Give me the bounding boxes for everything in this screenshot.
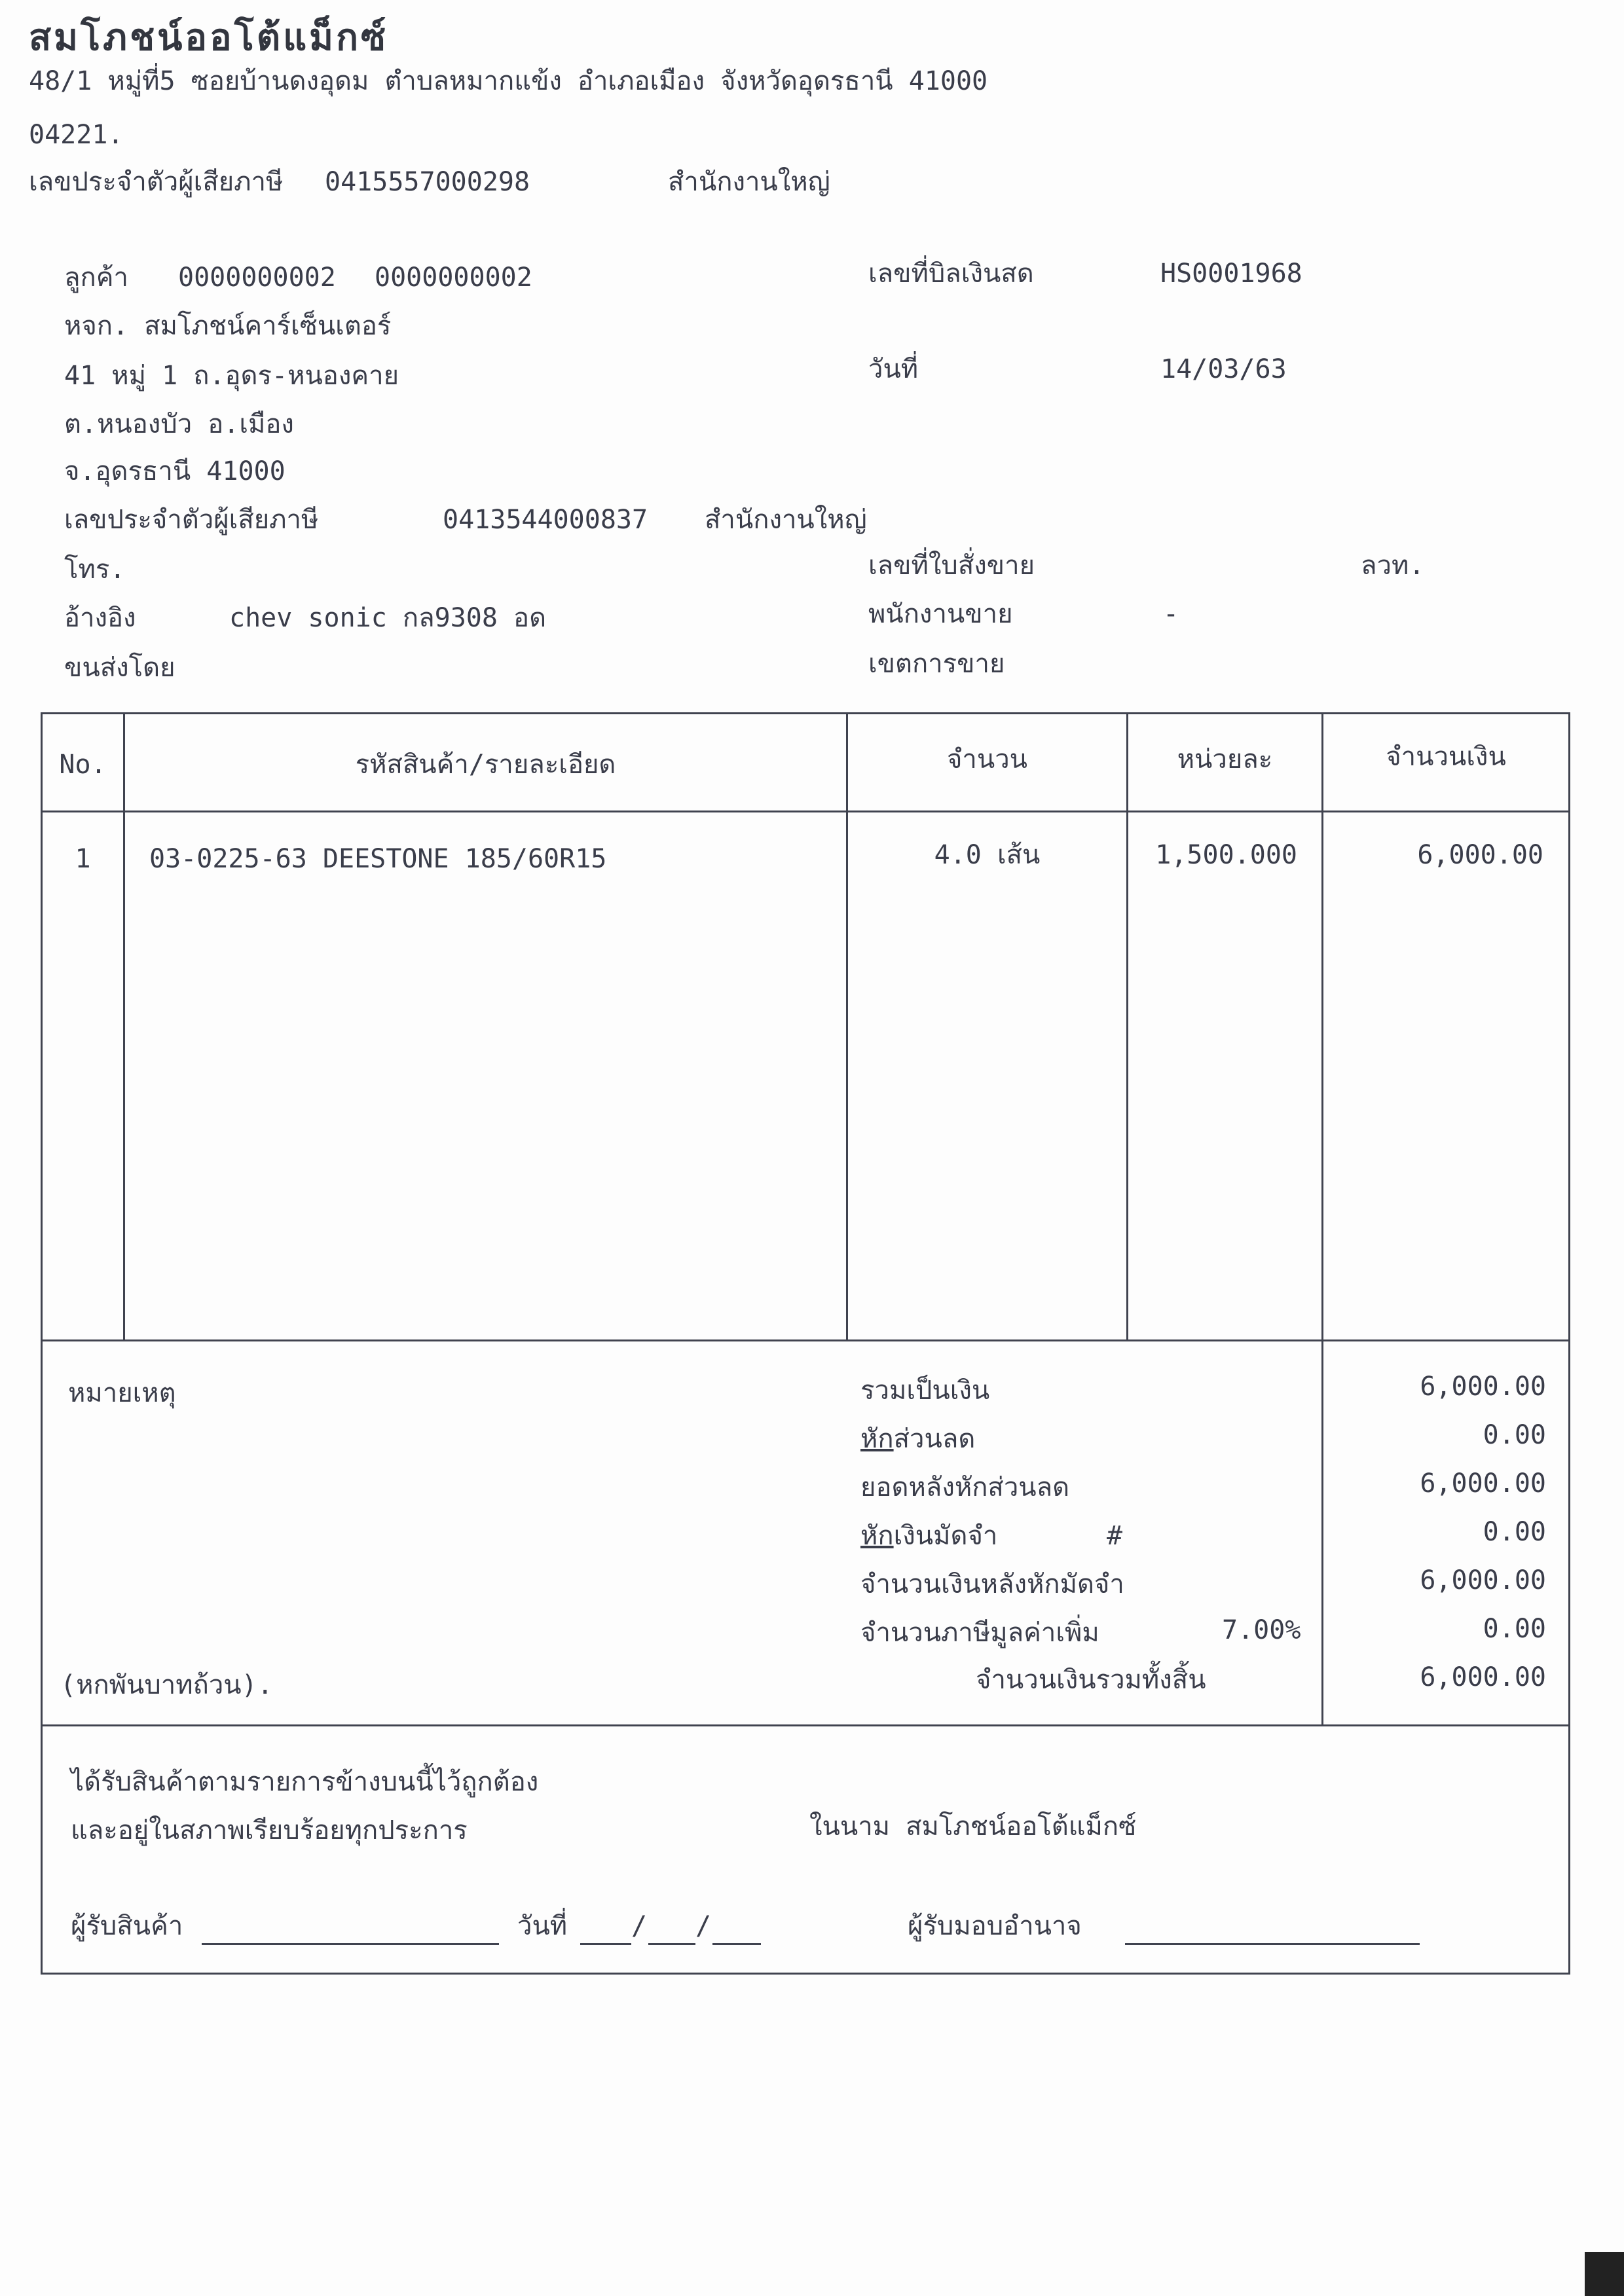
reference-label: อ้างอิง: [64, 603, 136, 633]
company-branch: สำนักงานใหญ่: [668, 167, 830, 197]
date-day-blank: [580, 1923, 631, 1945]
col-divider-3: [1126, 712, 1128, 1341]
row-description: 03-0225-63 DEESTONE 185/60R15: [149, 844, 607, 874]
subtotal-value: 6,000.00: [1420, 1372, 1546, 1402]
summary-bottom-border: [41, 1724, 1570, 1726]
grand-total-value: 6,000.00: [1420, 1662, 1546, 1692]
grand-total-label: จำนวนเงินรวมทั้งสิ้น: [976, 1665, 1206, 1695]
salesperson-label: พนักงานขาย: [868, 599, 1013, 629]
customer-address-3: จ.อุดรธานี 41000: [64, 456, 286, 486]
date-separator-2: /: [695, 1911, 712, 1941]
header-quantity: จำนวน: [946, 744, 1028, 774]
received-statement-2: และอยู่ในสภาพเรียบร้อยทุกประการ: [71, 1815, 468, 1846]
on-behalf-text: ในนาม สมโภชน์ออโต้แม็กซ์: [809, 1812, 1137, 1842]
deposit-value: 0.00: [1483, 1517, 1546, 1547]
row-no: 1: [75, 844, 91, 874]
table-right-border: [1568, 712, 1570, 1975]
company-address: 48/1 หมู่ที่5 ซอยบ้านดงอุดม ตำบลหมากแข้ง อำเภอเมือง จังหวัดอุดรธานี 41000: [29, 66, 988, 96]
after-discount-value: 6,000.00: [1420, 1468, 1546, 1499]
received-statement-1: ได้รับสินค้าตามรายการข้างบนนี้ไว้ถูกต้อง: [71, 1767, 539, 1797]
table-top-border: [41, 712, 1570, 714]
sales-order-value: ลวท.: [1361, 551, 1425, 581]
after-deposit-value: 6,000.00: [1420, 1565, 1546, 1595]
after-deposit-label: จำนวนเงินหลังหักมัดจำ: [860, 1569, 1124, 1599]
customer-code-2: 0000000002: [375, 263, 532, 293]
vat-value: 0.00: [1483, 1614, 1546, 1644]
deposit-label-text: เงินมัดจำ: [893, 1521, 998, 1551]
company-phone: 04221.: [29, 120, 124, 150]
date-year-blank: [712, 1923, 761, 1945]
authorized-signature-line: [1125, 1923, 1420, 1945]
customer-name: หจก. สมโภชน์คาร์เซ็นเตอร์: [64, 311, 392, 341]
receiver-label: ผู้รับสินค้า: [71, 1911, 183, 1941]
after-discount-label: ยอดหลังหักส่วนลด: [860, 1472, 1070, 1503]
header-unit-price: หน่วยละ: [1177, 744, 1273, 774]
row-quantity: 4.0 เส้น: [934, 840, 1041, 870]
discount-label-deduct: หัก: [860, 1424, 894, 1454]
customer-address-2: ต.หนองบัว อ.เมือง: [64, 409, 294, 439]
shipping-label: ขนส่งโดย: [64, 653, 175, 683]
customer-tax-label: เลขประจำตัวผู้เสียภาษี: [64, 505, 319, 535]
customer-code-1: 0000000002: [178, 263, 336, 293]
deposit-label-deduct: หัก: [860, 1521, 894, 1551]
company-tax-id: 0415557000298: [325, 167, 530, 197]
amount-in-words: (หกพันบาทถ้วน).: [60, 1670, 273, 1700]
deposit-mark: #: [1107, 1521, 1123, 1551]
discount-label-text: ส่วนลด: [893, 1424, 976, 1454]
sales-area-label: เขตการขาย: [868, 649, 1005, 679]
col-divider-1: [123, 712, 125, 1341]
customer-phone-label: โทร.: [64, 555, 126, 585]
bill-date: 14/03/63: [1160, 354, 1287, 384]
footer-bottom-border: [41, 1973, 1570, 1975]
receipt-date-label: วันที่: [517, 1911, 568, 1941]
salesperson-value: -: [1163, 599, 1179, 629]
date-separator-1: /: [631, 1911, 648, 1941]
table-header-border: [41, 811, 1570, 812]
date-month-blank: [648, 1923, 695, 1945]
customer-tax-id: 0413544000837: [443, 505, 648, 535]
vat-label: จำนวนภาษีมูลค่าเพิ่ม: [860, 1618, 1099, 1648]
vat-rate: 7.00%: [1222, 1615, 1301, 1645]
customer-address-1: 41 หมู่ 1 ถ.อุดร-หนองคาย: [64, 361, 399, 391]
bill-no: HS0001968: [1160, 259, 1302, 289]
row-amount: 6,000.00: [1417, 840, 1543, 870]
scan-edge-artifact: [1585, 2252, 1624, 2296]
remark-label: หมายเหตุ: [68, 1378, 176, 1408]
deposit-label: [860, 1523, 997, 1549]
authorized-label: ผู้รับมอบอำนาจ: [908, 1911, 1082, 1941]
customer-branch: สำนักงานใหญ่: [705, 505, 867, 535]
company-tax-label: เลขประจำตัวผู้เสียภาษี: [29, 167, 284, 197]
discount-label: [860, 1426, 975, 1452]
col-divider-2: [846, 712, 848, 1341]
customer-label: ลูกค้า: [64, 263, 128, 293]
subtotal-label: รวมเป็นเงิน: [860, 1376, 990, 1406]
sales-order-label: เลขที่ใบสั่งขาย: [868, 551, 1035, 581]
table-left-border: [41, 712, 43, 1975]
header-amount: จำนวนเงิน: [1386, 742, 1506, 772]
reference-value: chev sonic กล9308 อด: [229, 603, 547, 633]
discount-value: 0.00: [1483, 1420, 1546, 1450]
bill-date-label: วันที่: [868, 354, 919, 384]
receiver-signature-line: [202, 1923, 499, 1945]
company-name: สมโภชน์ออโต้แม็กซ์: [29, 16, 389, 59]
row-unit-price: 1,500.000: [1155, 840, 1297, 870]
table-bottom-border: [41, 1339, 1570, 1341]
header-no: No.: [59, 750, 107, 780]
bill-no-label: เลขที่บิลเงินสด: [868, 259, 1034, 289]
header-description: รหัสสินค้า/รายละเอียด: [355, 750, 616, 780]
